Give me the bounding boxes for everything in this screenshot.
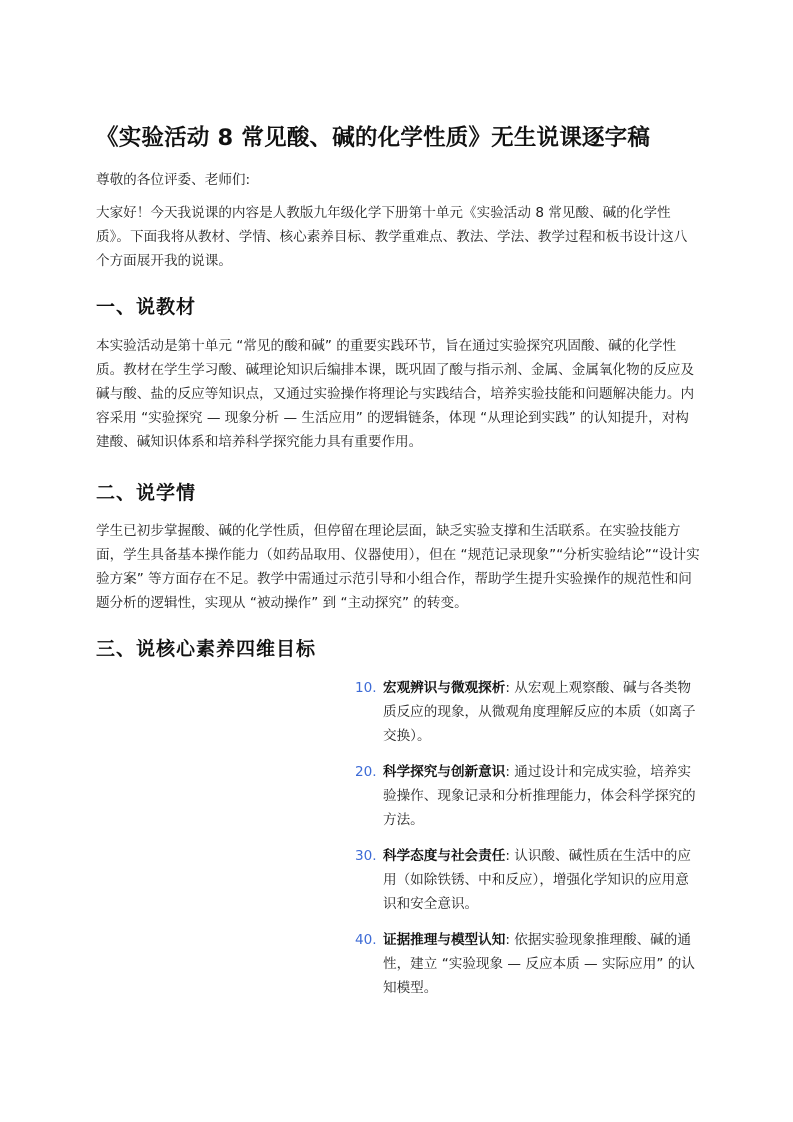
goal-list	[355, 676, 700, 1012]
goal-item	[355, 844, 700, 916]
goal-item	[355, 760, 700, 832]
section-heading-students: 二、说学情	[96, 482, 197, 504]
goal-item	[355, 676, 700, 748]
section-body-textbook: 本实验活动是第十单元 “常见的酸和碱” 的重要实践环节，旨在通过实验探究巩固酸、碱的化学性质。教材在学生学习酸、碱理论知识后编排本课，既巩固了酸与指示剂、金属、金属氧化物的反应及碱与酸、盐的反应等知识点，又通过实验操作将理论与实践结合，培养实验技能和问题解决能力。内容采用 “实验探究 — 现象分析 — 生活应用” 的逻辑链条，体现 “从理论到实践” 的认知提升，对构建酸、碱知识体系和培养科学探究能力具有重要作用。	[96, 338, 695, 450]
section-heading-goals: 三、说核心素养四维目标	[96, 638, 317, 660]
goal-label: 证据推理与模型认知	[383, 932, 506, 948]
section-body-students: 学生已初步掌握酸、碱的化学性质，但停留在理论层面，缺乏实验支撑和生活联系。在实验技能方面，学生具备基本操作能力（如药品取用、仪器使用），但在 “规范记录现象”“分析实验结论”“设计实验方案” 等方面存在不足。教学中需通过示范引导和小组合作，帮助学生提升实验操作的规范性和问题分析的逻辑性，实现从 “被动操作” 到 “主动探究” 的转变。	[96, 523, 700, 611]
goal-body	[383, 760, 700, 832]
goal-label: 宏观辨识与微观探析	[383, 680, 506, 696]
document-title: 《实验活动 8 常见酸、碱的化学性质》无生说课逐字稿	[96, 125, 651, 151]
goal-text: : 通过设计和完成实验，培养实验操作、现象记录和分析推理能力，体会科学探究的方法。	[383, 764, 696, 828]
goal-text: : 认识酸、碱性质在生活中的应用（如除铁锈、中和反应），增强化学知识的应用意识和安全意识。	[383, 848, 691, 912]
section-heading-textbook: 一、说教材	[96, 296, 197, 318]
goal-number: 40.	[355, 932, 377, 948]
goal-label: 科学探究与创新意识	[383, 764, 506, 780]
goal-item	[355, 928, 700, 1000]
goal-number: 20.	[355, 764, 377, 780]
goal-number: 30.	[355, 848, 377, 864]
goal-text: : 依据实验现象推理酸、碱的通性，建立 “实验现象 — 反应本质 — 实际应用” 的认知模型。	[383, 932, 695, 996]
goal-body	[383, 676, 700, 748]
goal-body	[383, 844, 700, 916]
greeting-paragraph: 尊敬的各位评委、老师们:	[96, 172, 251, 188]
goal-body	[383, 928, 700, 1000]
goal-text: : 从宏观上观察酸、碱与各类物质反应的现象，从微观角度理解反应的本质（如离子交换）。	[383, 680, 696, 744]
intro-paragraph: 大家好！今天我说课的内容是人教版九年级化学下册第十单元《实验活动 8 常见酸、碱的化学性质》。下面我将从教材、学情、核心素养目标、教学重难点、教法、学法、教学过程和板书设计这八个方面展开我的说课。	[96, 205, 688, 269]
goal-label: 科学态度与社会责任	[383, 848, 506, 864]
goal-number: 10.	[355, 680, 377, 696]
